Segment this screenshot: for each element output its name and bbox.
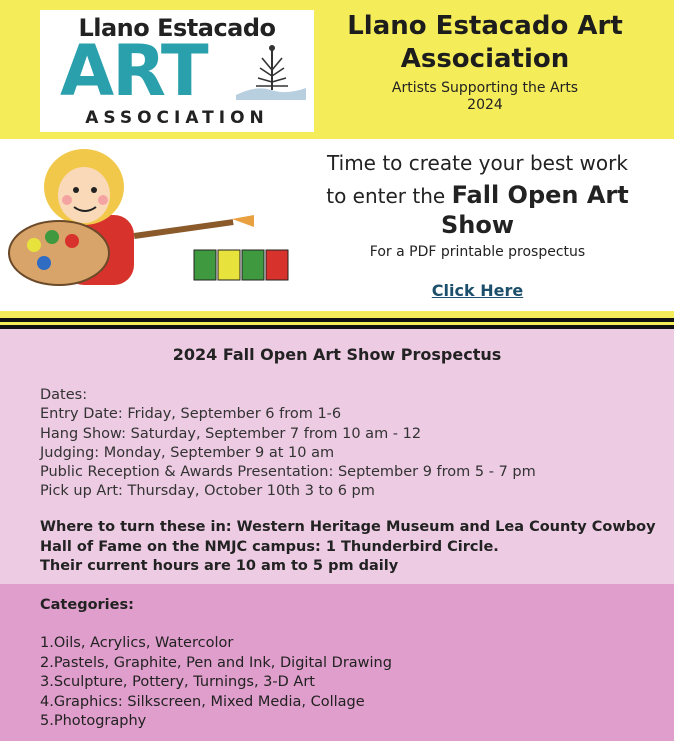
promo-banner [0,139,674,311]
promo-show-name: Fall Open Art [451,181,629,209]
where-line: Their current hours are 10 am to 5 pm daily [40,558,399,574]
prospectus-link[interactable]: Click Here [431,281,524,300]
category-item: 1.Oils, Acrylics, Watercolor [40,635,234,651]
date-item: Pick up Art: Thursday, October 10th 3 to 6 pm [40,483,375,500]
categories-section [0,584,674,741]
header [0,0,674,139]
promo-line-2-prefix: to enter the [326,184,446,208]
logo-top-text: Llano Estacado [78,14,276,42]
yucca-plant-icon [236,40,306,110]
logo-bottom-text: ASSOCIATION [85,108,269,128]
where-line: Hall of Fame on the NMJC campus: 1 Thunderbird Circle. [40,538,499,555]
divider [0,311,674,318]
promo-line-3: Show [440,211,515,239]
page-title [335,10,635,76]
logo-art-text: ART [60,30,207,112]
year: 2024 [467,97,503,113]
prospectus-section [0,329,674,584]
categories-list [40,634,392,732]
girl-painter-illustration [4,145,300,295]
date-item: Judging: Monday, September 9 at 10 am [40,444,335,461]
category-item: 5.Photography [40,713,147,729]
header-subtitle [335,80,635,114]
categories-title: Categories: [40,597,134,613]
association-logo[interactable] [40,10,314,132]
drop-off-info [40,518,660,577]
date-item: Hang Show: Saturday, September 7 from 10 am - 12 [40,425,422,442]
date-item: Entry Date: Friday, September 6 from 1-6 [40,406,342,423]
title-line-2: Association [400,44,570,74]
dates-label: Dates: [40,387,88,403]
title-line-1: Llano Estacado Art [347,11,623,41]
dates-list [40,386,660,502]
prospectus-title: 2024 Fall Open Art Show Prospectus [172,345,502,364]
tagline: Artists Supporting the Arts [391,80,579,96]
promo-line-1: Time to create your best work [327,151,628,175]
promo-line-4: For a PDF printable prospectus [369,244,586,260]
promo-line-2 [305,181,650,209]
date-item: Public Reception & Awards Presentation: September 9 from 5 - 7 pm [40,464,536,481]
category-item: 3.Sculpture, Pottery, Turnings, 3-D Art [40,674,315,690]
where-line: Where to turn these in: Western Heritage Museum and Lea County Cowboy [40,519,656,535]
category-item: 2.Pastels, Graphite, Pen and Ink, Digital Drawing [40,654,392,671]
category-item: 4.Graphics: Silkscreen, Mixed Media, Collage [40,693,365,710]
